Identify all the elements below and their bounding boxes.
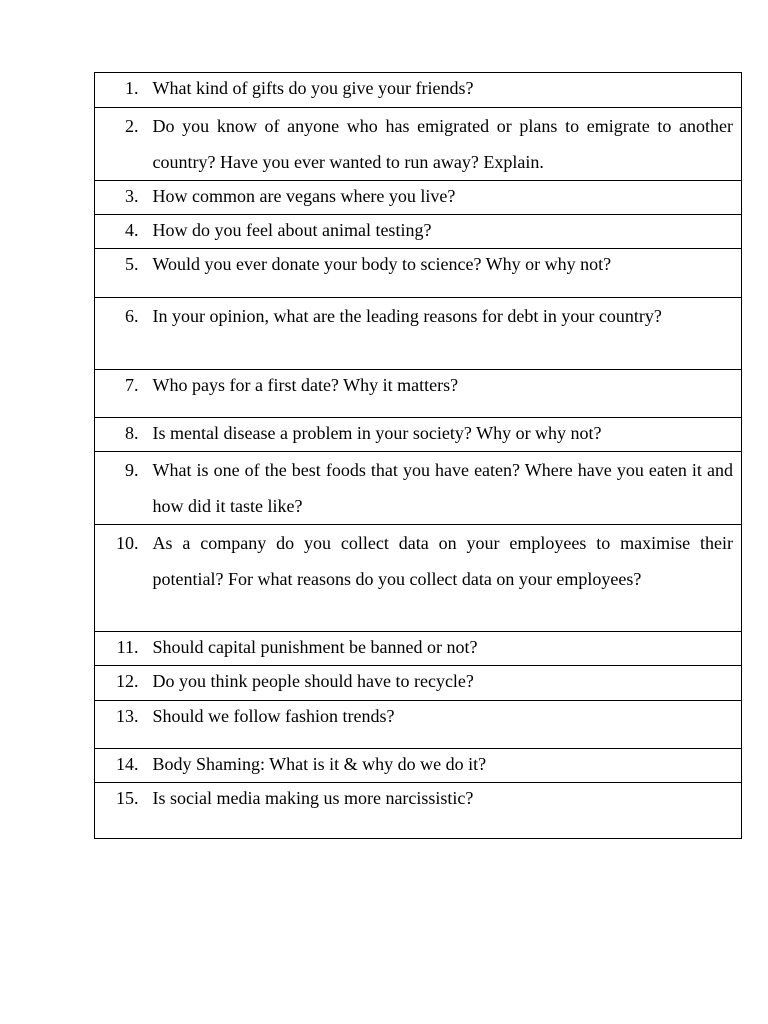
question-number: 9. — [95, 452, 153, 525]
table-row — [95, 249, 742, 298]
question-text: How do you feel about animal testing? — [153, 215, 742, 249]
question-number: 14. — [95, 749, 153, 783]
question-text: Who pays for a first date? Why it matters? — [153, 370, 742, 418]
question-number: 11. — [95, 632, 153, 666]
table-row — [95, 666, 742, 701]
table-row — [95, 783, 742, 839]
table-row — [95, 181, 742, 215]
table-row — [95, 632, 742, 666]
question-number: 13. — [95, 701, 153, 749]
question-text: As a company do you collect data on your employees to maximise their potential? For what reasons do you collect data on your employees? — [153, 525, 742, 632]
question-number: 10. — [95, 525, 153, 632]
question-number: 8. — [95, 418, 153, 452]
question-text: In your opinion, what are the leading reasons for debt in your country? — [153, 298, 742, 370]
table-row — [95, 452, 742, 525]
question-text: Is mental disease a problem in your society? Why or why not? — [153, 418, 742, 452]
question-text: What is one of the best foods that you have eaten? Where have you eaten it and how did it taste like? — [153, 452, 742, 525]
question-text: Do you know of anyone who has emigrated or plans to emigrate to another country? Have you ever wanted to run away? Explain. — [153, 108, 742, 181]
questions-table — [94, 72, 742, 839]
question-text: Would you ever donate your body to science? Why or why not? — [153, 249, 742, 298]
table-row — [95, 370, 742, 418]
table-row — [95, 525, 742, 632]
question-number: 2. — [95, 108, 153, 181]
question-text: What kind of gifts do you give your friends? — [153, 73, 742, 108]
question-number: 3. — [95, 181, 153, 215]
question-number: 12. — [95, 666, 153, 701]
question-number: 4. — [95, 215, 153, 249]
question-number: 5. — [95, 249, 153, 298]
table-row — [95, 215, 742, 249]
question-number: 7. — [95, 370, 153, 418]
question-text: Should we follow fashion trends? — [153, 701, 742, 749]
question-text: Body Shaming: What is it & why do we do it? — [153, 749, 742, 783]
table-row — [95, 749, 742, 783]
table-row — [95, 298, 742, 370]
question-number: 1. — [95, 73, 153, 108]
table-row — [95, 418, 742, 452]
question-text: Should capital punishment be banned or not? — [153, 632, 742, 666]
question-text: Is social media making us more narcissistic? — [153, 783, 742, 839]
question-number: 15. — [95, 783, 153, 839]
table-row — [95, 108, 742, 181]
table-row — [95, 701, 742, 749]
question-number: 6. — [95, 298, 153, 370]
table-row — [95, 73, 742, 108]
question-text: How common are vegans where you live? — [153, 181, 742, 215]
question-text: Do you think people should have to recycle? — [153, 666, 742, 701]
